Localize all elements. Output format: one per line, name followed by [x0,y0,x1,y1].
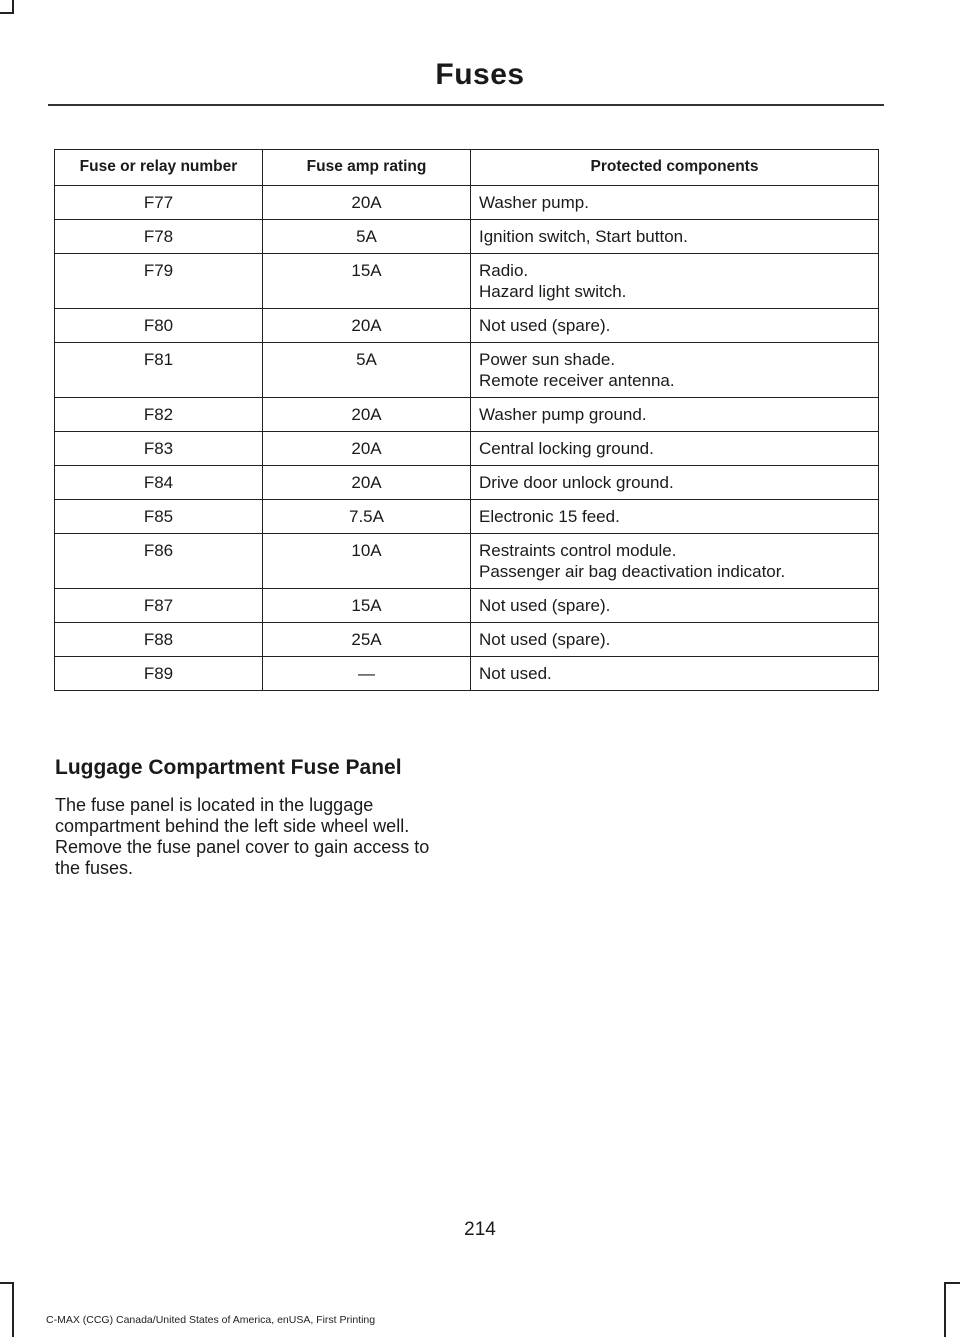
table-row [55,534,879,589]
title-divider [48,104,884,106]
component-line: Radio. [479,261,529,280]
amp-rating-cell: 15A [263,589,471,623]
amp-rating-cell: 10A [263,534,471,589]
amp-rating-cell: 5A [263,220,471,254]
page-number: 214 [464,1219,496,1240]
table-body [55,186,879,691]
fuse-number-cell: F88 [55,623,263,657]
component-line: Not used (spare). [479,316,611,335]
column-header-protected-components: Protected components [471,150,879,186]
component-line: Passenger air bag deactivation indicator. [479,562,786,581]
component-line: Central locking ground. [479,439,654,458]
protected-components-cell [471,500,879,534]
table-row [55,657,879,691]
crop-mark [12,1282,14,1337]
component-line: Washer pump. [479,193,589,212]
component-line: Ignition switch, Start button. [479,227,688,246]
table-row [55,220,879,254]
component-line: Washer pump ground. [479,405,647,424]
protected-components-cell [471,589,879,623]
component-line: Hazard light switch. [479,282,627,301]
crop-mark [946,1282,960,1284]
component-line: Electronic 15 feed. [479,507,620,526]
amp-rating-cell: 20A [263,186,471,220]
publication-footer: C-MAX (CCG) Canada/United States of America, enUSA, First Printing [46,1314,376,1326]
crop-mark [0,12,14,14]
component-line: Power sun shade. [479,350,616,369]
amp-rating-cell: 25A [263,623,471,657]
fuse-number-cell: F83 [55,432,263,466]
protected-components-cell [471,432,879,466]
table-row [55,343,879,398]
component-line: Drive door unlock ground. [479,473,674,492]
amp-rating-cell: 5A [263,343,471,398]
section-heading: Luggage Compartment Fuse Panel [55,756,402,779]
protected-components-cell [471,309,879,343]
crop-mark [0,1282,14,1284]
component-line: Not used (spare). [479,630,611,649]
fuse-number-cell: F82 [55,398,263,432]
protected-components-cell [471,657,879,691]
protected-components-cell [471,534,879,589]
amp-rating-cell: 20A [263,432,471,466]
column-header-amp-rating: Fuse amp rating [263,150,471,186]
fuse-number-cell: F87 [55,589,263,623]
amp-rating-cell: — [263,657,471,691]
component-line: Restraints control module. [479,541,677,560]
table-row [55,500,879,534]
fuse-number-cell: F86 [55,534,263,589]
table-header-row [55,150,879,186]
protected-components-cell [471,186,879,220]
table-row [55,254,879,309]
page-title: Fuses [435,58,525,91]
amp-rating-cell: 7.5A [263,500,471,534]
fuse-number-cell: F85 [55,500,263,534]
component-line: Not used (spare). [479,596,611,615]
protected-components-cell [471,220,879,254]
table-row [55,186,879,220]
component-line: Not used. [479,664,552,683]
amp-rating-cell: 15A [263,254,471,309]
protected-components-cell [471,623,879,657]
table-row [55,432,879,466]
crop-mark [944,1282,946,1337]
fuse-number-cell: F81 [55,343,263,398]
protected-components-cell [471,466,879,500]
table-row [55,309,879,343]
table-row [55,589,879,623]
protected-components-cell [471,254,879,309]
fuse-table [54,149,879,691]
amp-rating-cell: 20A [263,466,471,500]
protected-components-cell [471,398,879,432]
component-line: Remote receiver antenna. [479,371,675,390]
fuse-number-cell: F79 [55,254,263,309]
table-row [55,398,879,432]
amp-rating-cell: 20A [263,398,471,432]
fuse-number-cell: F78 [55,220,263,254]
column-header-fuse-number: Fuse or relay number [55,150,263,186]
fuse-number-cell: F89 [55,657,263,691]
table-row [55,466,879,500]
section-body-text: The fuse panel is located in the luggage compartment behind the left side wheel well. Remove the fuse panel cover to gain access to the fuses. [55,795,430,878]
amp-rating-cell: 20A [263,309,471,343]
fuse-number-cell: F77 [55,186,263,220]
protected-components-cell [471,343,879,398]
fuse-number-cell: F80 [55,309,263,343]
fuse-number-cell: F84 [55,466,263,500]
table-row [55,623,879,657]
